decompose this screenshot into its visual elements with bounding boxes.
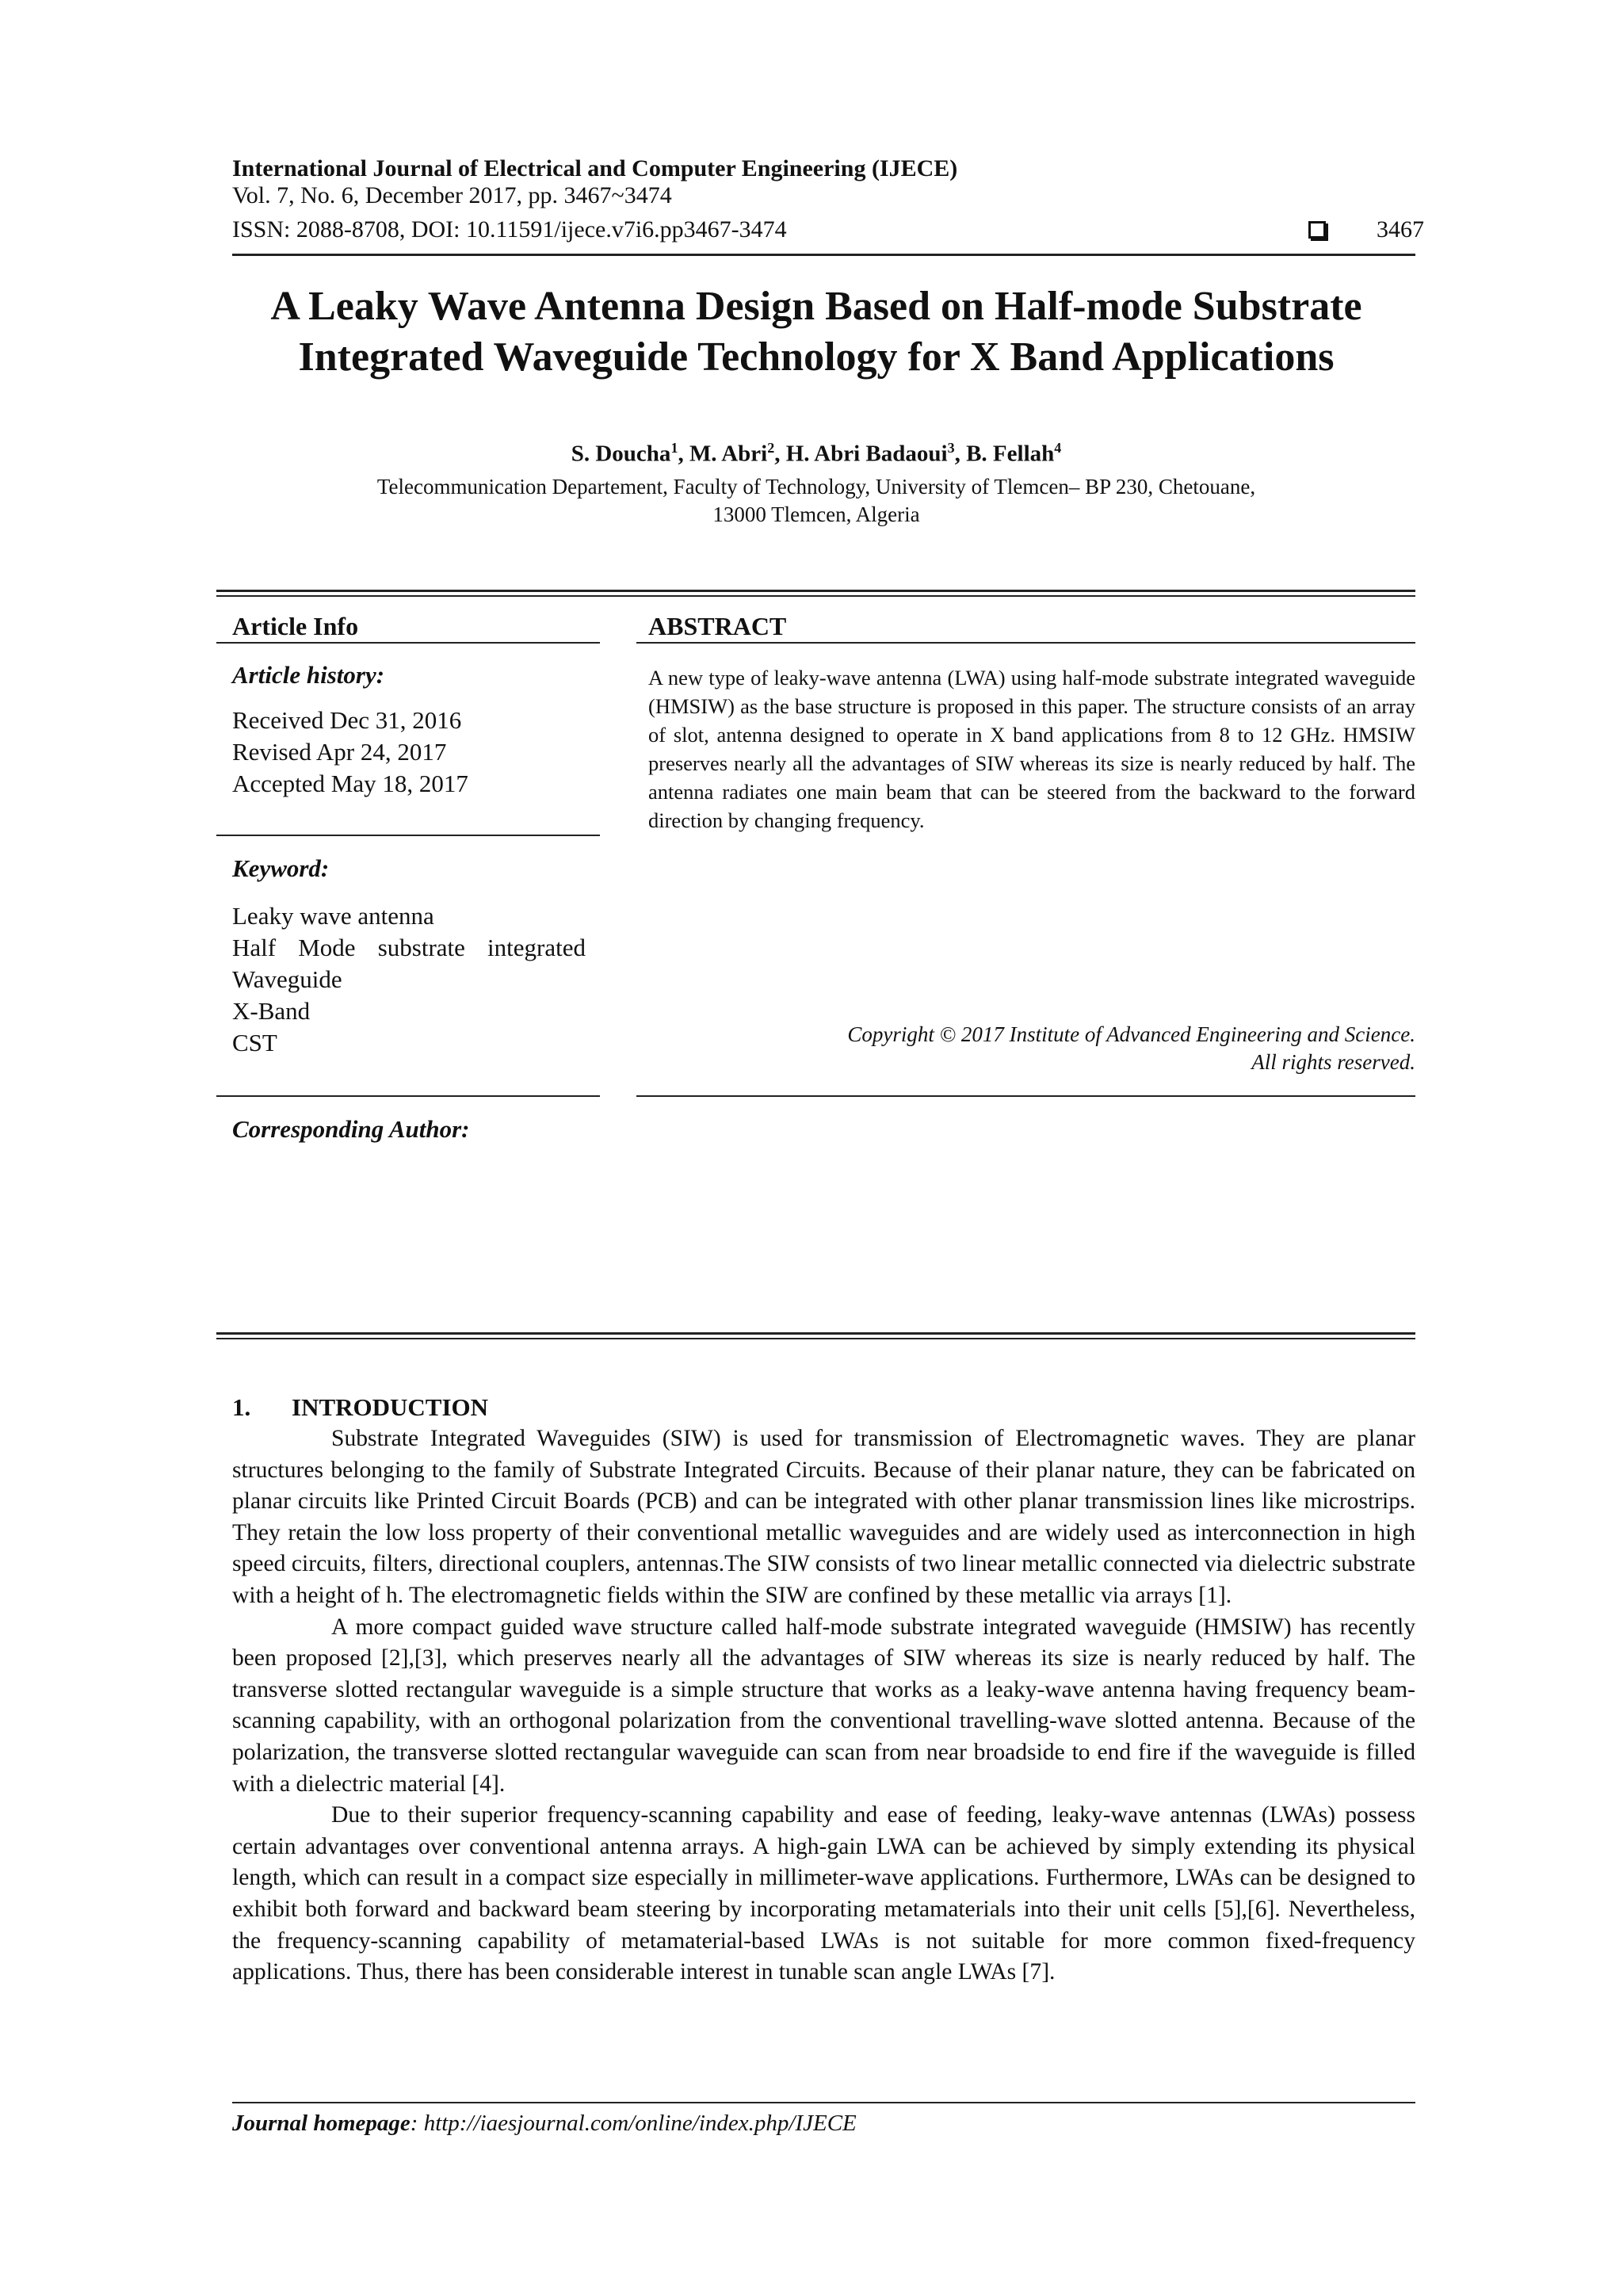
received-date: Received Dec 31, 2016 bbox=[232, 706, 462, 734]
section-title: INTRODUCTION bbox=[292, 1393, 489, 1421]
keyword-item: Leaky wave antenna bbox=[232, 902, 434, 930]
header-rule bbox=[232, 254, 1415, 256]
author-sep: , bbox=[774, 441, 786, 467]
copyright-line-2: All rights reserved. bbox=[1251, 1050, 1415, 1074]
revised-date: Revised Apr 24, 2017 bbox=[232, 738, 447, 766]
volume-info: Vol. 7, No. 6, December 2017, pp. 3467~3474 bbox=[232, 182, 672, 208]
keyword-item: X-Band bbox=[232, 997, 311, 1025]
title-line-1: A Leaky Wave Antenna Design Based on Half-mode Substrate bbox=[270, 284, 1362, 329]
info-box-top-rule-2 bbox=[216, 595, 1415, 597]
info-box-bottom-rule bbox=[216, 1332, 1415, 1335]
copyright-notice bbox=[648, 1021, 1415, 1076]
abstract-rule bbox=[636, 642, 1415, 644]
section-heading bbox=[232, 1393, 488, 1422]
corresponding-author-heading: Corresponding Author: bbox=[232, 1115, 470, 1143]
author-sup: 3 bbox=[947, 440, 955, 456]
abstract-bottom-rule bbox=[636, 1095, 1415, 1097]
abstract-heading: ABSTRACT bbox=[648, 612, 787, 640]
keywords-bottom-rule bbox=[216, 1095, 600, 1097]
article-info-rule bbox=[216, 642, 600, 644]
author-name: M. Abri bbox=[689, 441, 768, 467]
info-box-bottom-rule-2 bbox=[216, 1338, 1415, 1339]
author-sup: 2 bbox=[767, 440, 775, 456]
section-number: 1. bbox=[232, 1393, 251, 1421]
author-list bbox=[230, 440, 1403, 468]
body-paragraph: Substrate Integrated Waveguides (SIW) is used for transmission of Electromagnetic waves. They are planar structures belonging to the family of Substrate Integrated Circuits. Because of their planar nature, they can be fabricated on planar circuits like Printed Circuit Boards (PCB) and can be integrated with other planar transmission lines like microstrips. They retain the low loss property of their conventional metallic waveguides and are widely used as interconnection in high speed circuits, filters, directional couplers, antennas.The SIW consists of two linear metallic connected via dielectric substrate with a height of h. The electromagnetic fields within the SIW are confined by these metallic via arrays [1]. bbox=[232, 1426, 1415, 1608]
paper-title bbox=[230, 281, 1403, 383]
journal-name: International Journal of Electrical and Computer Engineering (IJECE) bbox=[232, 155, 958, 181]
homepage-url[interactable]: : http://iaesjournal.com/online/index.php/IJECE bbox=[410, 2111, 857, 2136]
accepted-date: Accepted May 18, 2017 bbox=[232, 770, 468, 797]
author-name: S. Doucha bbox=[571, 441, 671, 467]
affiliation-line-2: 13000 Tlemcen, Algeria bbox=[712, 502, 920, 526]
keyword-heading: Keyword: bbox=[232, 854, 330, 882]
keyword-item: Waveguide bbox=[232, 965, 342, 993]
keyword-item: Half Mode substrate integrated bbox=[232, 934, 586, 961]
affiliation-line-1: Telecommunication Departement, Faculty of Technology, University of Tlemcen– BP 230, Chetouane, bbox=[376, 475, 1256, 499]
author-sep: , bbox=[678, 441, 689, 467]
homepage-label: Journal homepage bbox=[232, 2111, 411, 2136]
author-sup: 4 bbox=[1054, 440, 1062, 456]
footer-rule bbox=[232, 2102, 1415, 2103]
keyword-item: CST bbox=[232, 1029, 277, 1056]
introduction-body bbox=[232, 1423, 1415, 1988]
affiliation bbox=[230, 473, 1403, 529]
author-sup: 1 bbox=[670, 440, 678, 456]
body-paragraph: A more compact guided wave structure called half-mode substrate integrated waveguide (HMSIW) has recently been proposed [2],[3], which preserves nearly all the advantages of SIW whereas its size is nearly reduced by half. The transverse slotted rectangular waveguide is a simple structure that works as a leaky-wave antenna having frequency beam-scanning capability, with an orthogonal polarization from the conventional travelling-wave slotted antenna. Because of the polarization, the transverse slotted rectangular waveguide can scan from near broadside to end fire if the waveguide is filled with a dielectric material [4]. bbox=[232, 1614, 1415, 1797]
abstract-text: A new type of leaky-wave antenna (LWA) using half-mode substrate integrated waveguide (HMSIW) as the base structure is proposed in this paper. The structure consists of an array of slot, antenna designed to operate in X band applications from 8 to 12 GHz. HMSIW preserves nearly all the advantages of SIW whereas its size is nearly reduced by half. The antenna radiates one main beam that can be steered from the backward to the forward direction by changing frequency. bbox=[648, 666, 1415, 832]
journal-homepage bbox=[232, 2111, 857, 2137]
issn-doi: ISSN: 2088-8708, DOI: 10.11591/ijece.v7i6.pp3467-3474 bbox=[232, 216, 787, 243]
author-sep: , bbox=[954, 441, 967, 467]
title-line-2: Integrated Waveguide Technology for X Band Applications bbox=[298, 334, 1335, 380]
checkbox-icon bbox=[1308, 221, 1326, 239]
copyright-line-1: Copyright © 2017 Institute of Advanced Engineering and Science. bbox=[847, 1022, 1415, 1046]
article-history-heading: Article history: bbox=[232, 661, 385, 689]
keyword-rule bbox=[216, 835, 600, 836]
info-box-top-rule bbox=[216, 590, 1415, 592]
author-name: H. Abri Badaoui bbox=[785, 441, 948, 467]
author-name: B. Fellah bbox=[966, 441, 1055, 467]
page-number: 3467 bbox=[1377, 216, 1424, 243]
article-info-heading: Article Info bbox=[232, 612, 359, 640]
body-paragraph: Due to their superior frequency-scanning capability and ease of feeding, leaky-wave antennas (LWAs) possess certain advantages over conventional antenna arrays. A high-gain LWA can be achieved by simply extending its physical length, which can result in a compact size especially in millimeter-wave applications. Furthermore, LWAs can be designed to exhibit both forward and backward beam steering by incorporating metamaterials into their unit cells [5],[6]. Nevertheless, the frequency-scanning capability of metamaterial-based LWAs is not suitable for more common fixed-frequency applications. Thus, there has been considerable interest in tunable scan angle LWAs [7]. bbox=[232, 1802, 1415, 1985]
